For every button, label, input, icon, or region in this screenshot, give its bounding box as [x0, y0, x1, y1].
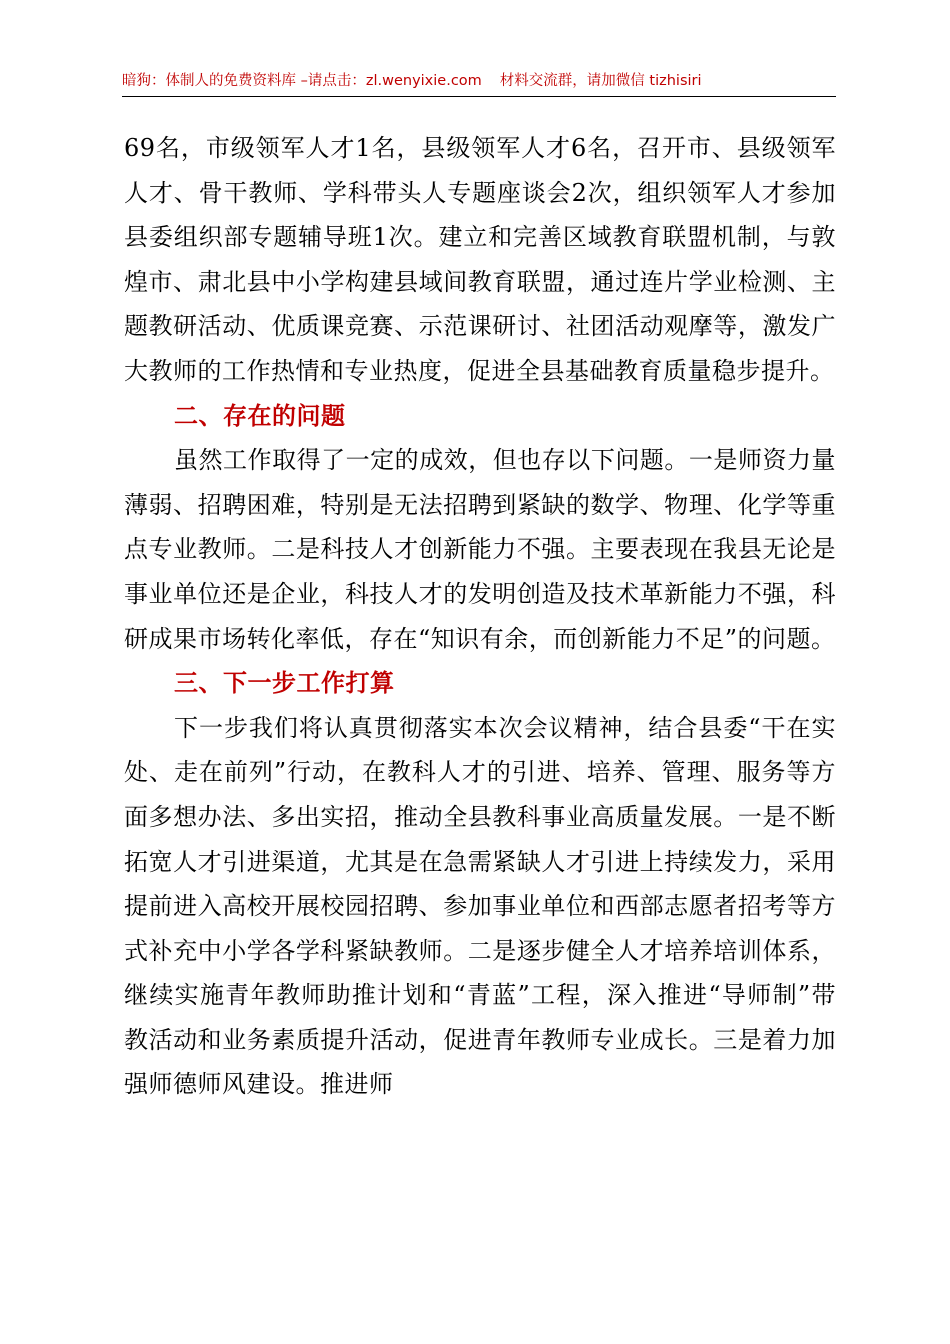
header-contact-text: 材料交流群，请加微信 tizhisiri — [499, 73, 702, 89]
section-heading-next-steps: 三、下一步工作打算 — [174, 669, 395, 698]
header-divider — [122, 96, 836, 97]
body-paragraph-2: 虽然工作取得了一定的成效，但也存以下问题。一是师资力量薄弱、招聘困难，特别是无法招聘到紧缺的数学、物理、化学等重点专业教师。二是科技人才创新能力不强。主要表现在我县无论是事业单位还是企业，科技人才的发明创造及技术革新能力不强，科研成果市场转化率低，存在“知识有余，而创新能力不足”的问题。 — [124, 446, 836, 653]
document-body — [124, 126, 836, 1107]
section-heading-problems: 二、存在的问题 — [174, 401, 346, 430]
body-paragraph-1: 69名，市级领军人才1名，县级领军人才6名，召开市、县级领军人才、骨干教师、学科带头人专题座谈会2次，组织领军人才参加县委组织部专题辅导班1次。建立和完善区域教育联盟机制，与敦煌市、肃北县中小学构建县域间教育联盟，通过连片学业检测、主题教研活动、优质课竞赛、示范课研讨、社团活动观摩等，激发广大教师的工作热情和专业热度，促进全县基础教育质量稳步提升。 — [124, 134, 836, 385]
page-header — [122, 68, 836, 94]
body-paragraph-3: 下一步我们将认真贯彻落实本次会议精神，结合县委“干在实处、走在前列”行动，在教科人才的引进、培养、管理、服务等方面多想办法、多出实招，推动全县教科事业高质量发展。一是不断拓宽人才引进渠道，尤其是在急需紧缺人才引进上持续发力，采用提前进入高校开展校园招聘、参加事业单位和西部志愿者招考等方式补充中小学各学科紧缺教师。二是逐步健全人才培养培训体系，继续实施青年教师助推计划和“青蓝”工程，深入推进“导师制”带教活动和业务素质提升活动，促进青年教师专业成长。三是着力加强师德师风建设。推进师 — [124, 713, 836, 1099]
header-promo-text: 暗狗：体制人的免费资料库 –请点击：zl.wenyixie.com — [122, 73, 482, 89]
